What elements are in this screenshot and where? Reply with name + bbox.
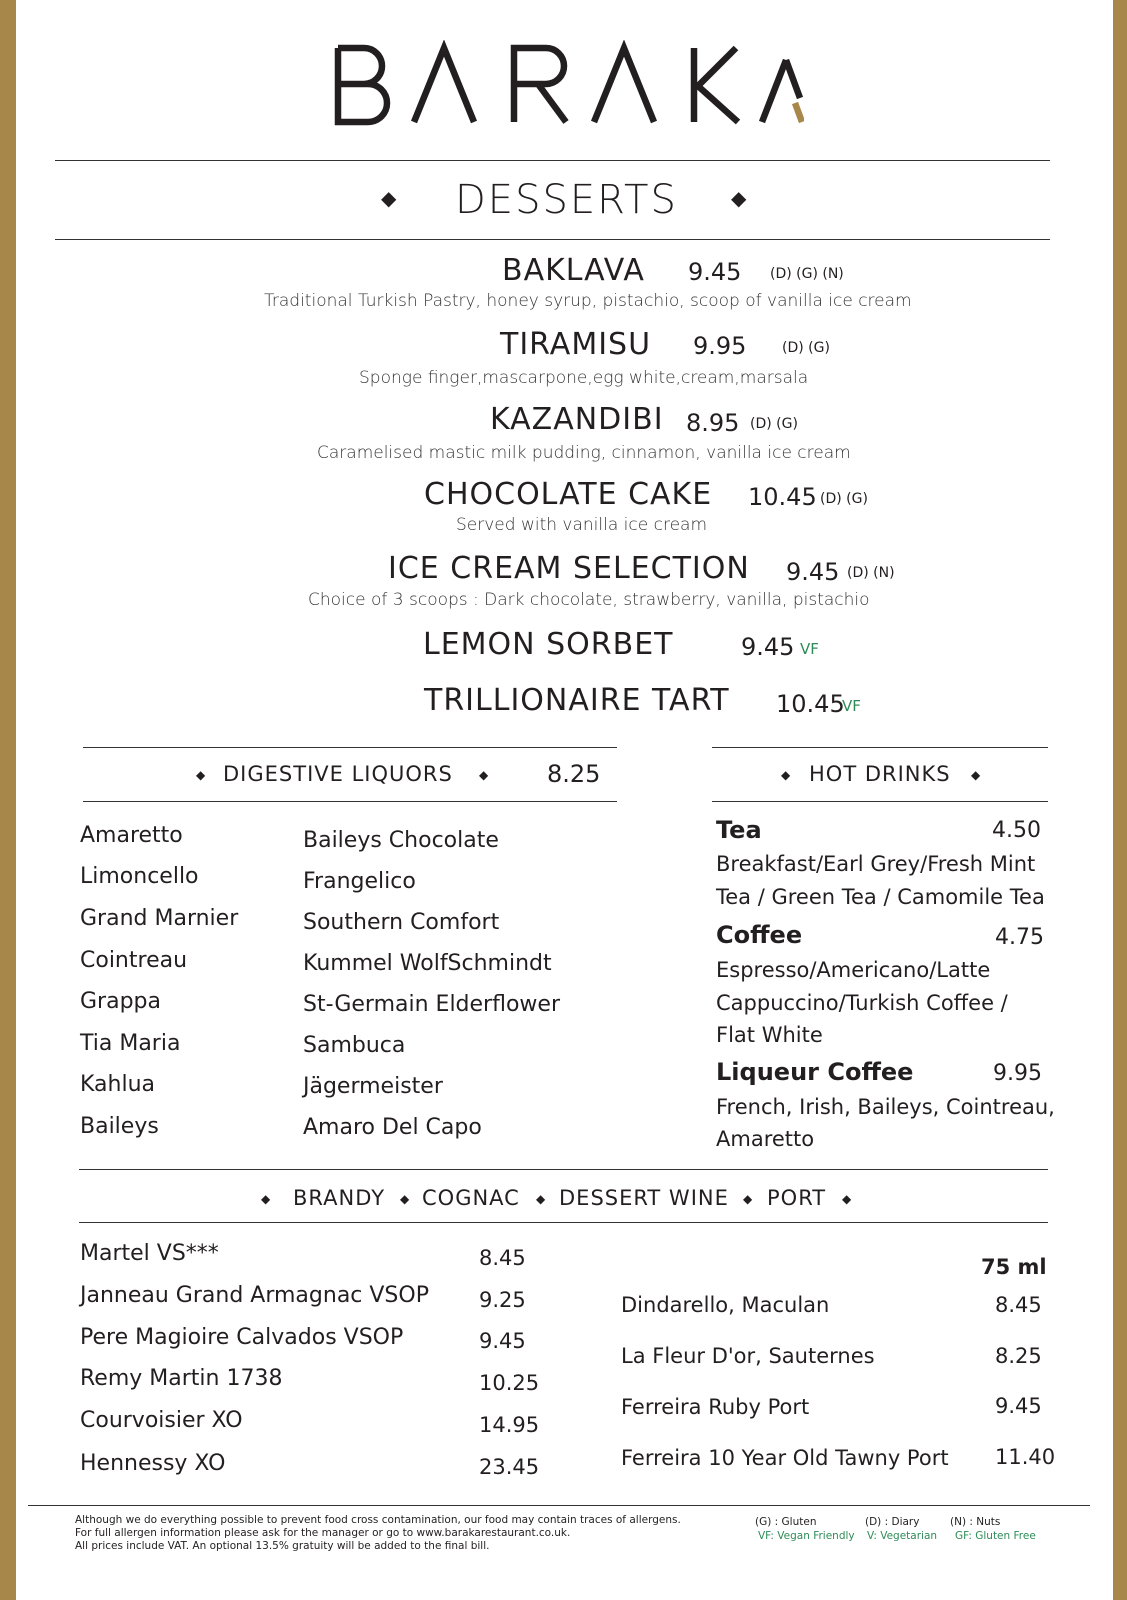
diamond-icon: ◆ <box>781 768 791 782</box>
liquor-item: Southern Comfort <box>303 910 500 935</box>
liqueur-coffee-line: Amaretto <box>716 1127 815 1151</box>
dessert-desc: Choice of 3 scoops : Dark chocolate, strawberry, vanilla, pistachio <box>308 590 870 610</box>
liquor-item: Baileys <box>80 1114 159 1139</box>
diamond-icon: ◆ <box>743 1192 753 1206</box>
dessert-name: KAZANDIBI <box>490 402 664 437</box>
dessert-price: 10.45 <box>748 483 817 511</box>
dessert-desc: Sponge finger,mascarpone,egg white,cream,marsala <box>359 368 809 388</box>
dessert-allergens: (D) (N) <box>847 565 895 581</box>
brandy-item: Courvoisier XO <box>80 1408 243 1433</box>
desserts-title: DESSERTS <box>455 177 678 223</box>
dessert-name: TIRAMISU <box>500 327 652 362</box>
brand-logo-mark <box>324 40 804 130</box>
legend-vegan: VF: Vegan Friendly <box>758 1530 855 1542</box>
hot-rule-top <box>712 747 1048 748</box>
dessert-name: ICE CREAM SELECTION <box>388 551 750 586</box>
liquor-item: Grappa <box>80 989 161 1014</box>
gold-border-right <box>1113 0 1127 1600</box>
dessert-name: BAKLAVA <box>502 253 645 288</box>
legend-gluten-free: GF: Gluten Free <box>955 1530 1036 1542</box>
brandy-item: Martel VS*** <box>80 1241 219 1266</box>
legend-nuts: (N) : Nuts <box>950 1516 1001 1528</box>
footer-rule <box>28 1505 1090 1506</box>
tea-line: Tea / Green Tea / Camomile Tea <box>716 885 1045 909</box>
liquor-item: Kummel WolfSchmindt <box>303 951 552 976</box>
dessert-allergens: (D) (G) <box>782 340 830 356</box>
liquor-item: Amaretto <box>80 823 183 848</box>
footer-line: All prices include VAT. An optional 13.5% gratuity will be added to the final bill. <box>75 1540 490 1552</box>
brand-logo <box>0 40 1127 130</box>
legend-gluten: (G) : Gluten <box>755 1516 817 1528</box>
liquors-title: DIGESTIVE LIQUORS <box>223 762 453 786</box>
wine-price: 11.40 <box>995 1445 1056 1469</box>
dessert-price: 10.45 <box>776 690 845 718</box>
dessert-price: 9.45 <box>688 258 742 286</box>
dessert-price: 8.95 <box>686 409 740 437</box>
liquor-item: Jägermeister <box>303 1074 443 1099</box>
tea-price: 4.50 <box>992 818 1041 843</box>
brandy-price: 9.45 <box>479 1329 526 1353</box>
brandy-price: 14.95 <box>479 1413 540 1437</box>
legend-vegetarian: V: Vegetarian <box>867 1530 938 1542</box>
header-rule-bottom <box>55 239 1050 240</box>
port-heading: PORT <box>767 1186 827 1210</box>
brandy-rule-bottom <box>79 1222 1048 1223</box>
coffee-price: 4.75 <box>995 925 1044 950</box>
brandy-item: Pere Magioire Calvados VSOP <box>80 1325 404 1350</box>
footer-line: For full allergen information please ask for the manager or go to www.barakarestaurant.co.uk. <box>75 1527 571 1539</box>
dessert-desc: Caramelised mastic milk pudding, cinnamon, vanilla ice cream <box>317 443 851 463</box>
measure-label: 75 ml <box>981 1255 1047 1279</box>
dessert-price: 9.95 <box>693 332 747 360</box>
hot-title: HOT DRINKS <box>809 762 951 786</box>
brandy-price: 23.45 <box>479 1455 540 1479</box>
dessert-name: CHOCOLATE CAKE <box>424 477 713 512</box>
wine-price: 9.45 <box>995 1394 1042 1418</box>
diamond-icon: ◆ <box>479 768 489 782</box>
header-rule-top <box>55 160 1050 161</box>
coffee-name: Coffee <box>716 921 803 949</box>
dessert-allergens: (D) (G) <box>750 416 798 432</box>
liquor-item: Cointreau <box>80 948 188 973</box>
brandy-heading: BRANDY <box>293 1186 386 1210</box>
diamond-icon: ◆ <box>971 768 981 782</box>
diamond-icon: ◆ <box>261 1192 271 1206</box>
wine-price: 8.25 <box>995 1344 1042 1368</box>
legend-diary: (D) : Diary <box>865 1516 920 1528</box>
liqueur-coffee-price: 9.95 <box>993 1061 1042 1086</box>
wine-item: Ferreira Ruby Port <box>621 1395 810 1419</box>
diamond-icon: ◆ <box>381 186 397 210</box>
coffee-line: Cappuccino/Turkish Coffee / <box>716 991 1008 1015</box>
dessert-desc: Served with vanilla ice cream <box>456 515 707 535</box>
liquor-item: Sambuca <box>303 1033 406 1058</box>
liquors-rule-top <box>83 747 617 748</box>
cognac-heading: COGNAC <box>422 1186 520 1210</box>
diamond-icon: ◆ <box>842 1192 852 1206</box>
brandy-price: 9.25 <box>479 1288 526 1312</box>
wine-item: La Fleur D'or, Sauternes <box>621 1344 875 1368</box>
coffee-line: Flat White <box>716 1023 823 1047</box>
liquor-item: Limoncello <box>80 864 199 889</box>
wine-item: Ferreira 10 Year Old Tawny Port <box>621 1446 949 1470</box>
vegan-tag: VF <box>800 640 819 658</box>
wine-item: Dindarello, Maculan <box>621 1293 830 1317</box>
diamond-icon: ◆ <box>196 768 206 782</box>
dessert-allergens: (D) (G) <box>820 491 868 507</box>
liquor-item: St-Germain Elderflower <box>303 992 560 1017</box>
liquor-item: Tia Maria <box>80 1031 181 1056</box>
vegan-tag: VF <box>842 697 861 715</box>
brandy-item: Remy Martin 1738 <box>80 1366 283 1391</box>
dessert-wine-heading: DESSERT WINE <box>559 1186 729 1210</box>
diamond-icon: ◆ <box>400 1192 410 1206</box>
liqueur-coffee-line: French, Irish, Baileys, Cointreau, <box>716 1095 1055 1119</box>
brandy-price: 10.25 <box>479 1371 540 1395</box>
liquor-item: Kahlua <box>80 1072 156 1097</box>
dessert-price: 9.45 <box>786 558 840 586</box>
hot-rule-bottom <box>712 801 1048 802</box>
brandy-price: 8.45 <box>479 1246 526 1270</box>
brandy-rule-top <box>79 1169 1048 1170</box>
dessert-desc: Traditional Turkish Pastry, honey syrup, pistachio, scoop of vanilla ice cream <box>264 291 912 311</box>
liquor-item: Amaro Del Capo <box>303 1115 482 1140</box>
liqueur-coffee-name: Liqueur Coffee <box>716 1058 914 1086</box>
liquors-rule-bottom <box>83 801 617 802</box>
tea-line: Breakfast/Earl Grey/Fresh Mint <box>716 852 1036 876</box>
brandy-item: Hennessy XO <box>80 1451 226 1476</box>
dessert-price: 9.45 <box>741 633 795 661</box>
dessert-name: LEMON SORBET <box>423 627 674 662</box>
gold-border-left <box>0 0 16 1600</box>
dessert-allergens: (D) (G) (N) <box>770 266 844 282</box>
liquor-item: Grand Marnier <box>80 906 239 931</box>
footer-line: Although we do everything possible to prevent food cross contamination, our food may contain traces of allergens. <box>75 1514 681 1526</box>
liquors-price: 8.25 <box>547 760 601 788</box>
tea-name: Tea <box>716 816 762 844</box>
coffee-line: Espresso/Americano/Latte <box>716 958 991 982</box>
diamond-icon: ◆ <box>731 186 747 210</box>
brandy-item: Janneau Grand Armagnac VSOP <box>80 1283 429 1308</box>
wine-price: 8.45 <box>995 1293 1042 1317</box>
liquor-item: Frangelico <box>303 869 416 894</box>
liquor-item: Baileys Chocolate <box>303 828 499 853</box>
dessert-name: TRILLIONAIRE TART <box>424 683 730 718</box>
diamond-icon: ◆ <box>536 1192 546 1206</box>
logo-gold-accent <box>795 103 802 122</box>
